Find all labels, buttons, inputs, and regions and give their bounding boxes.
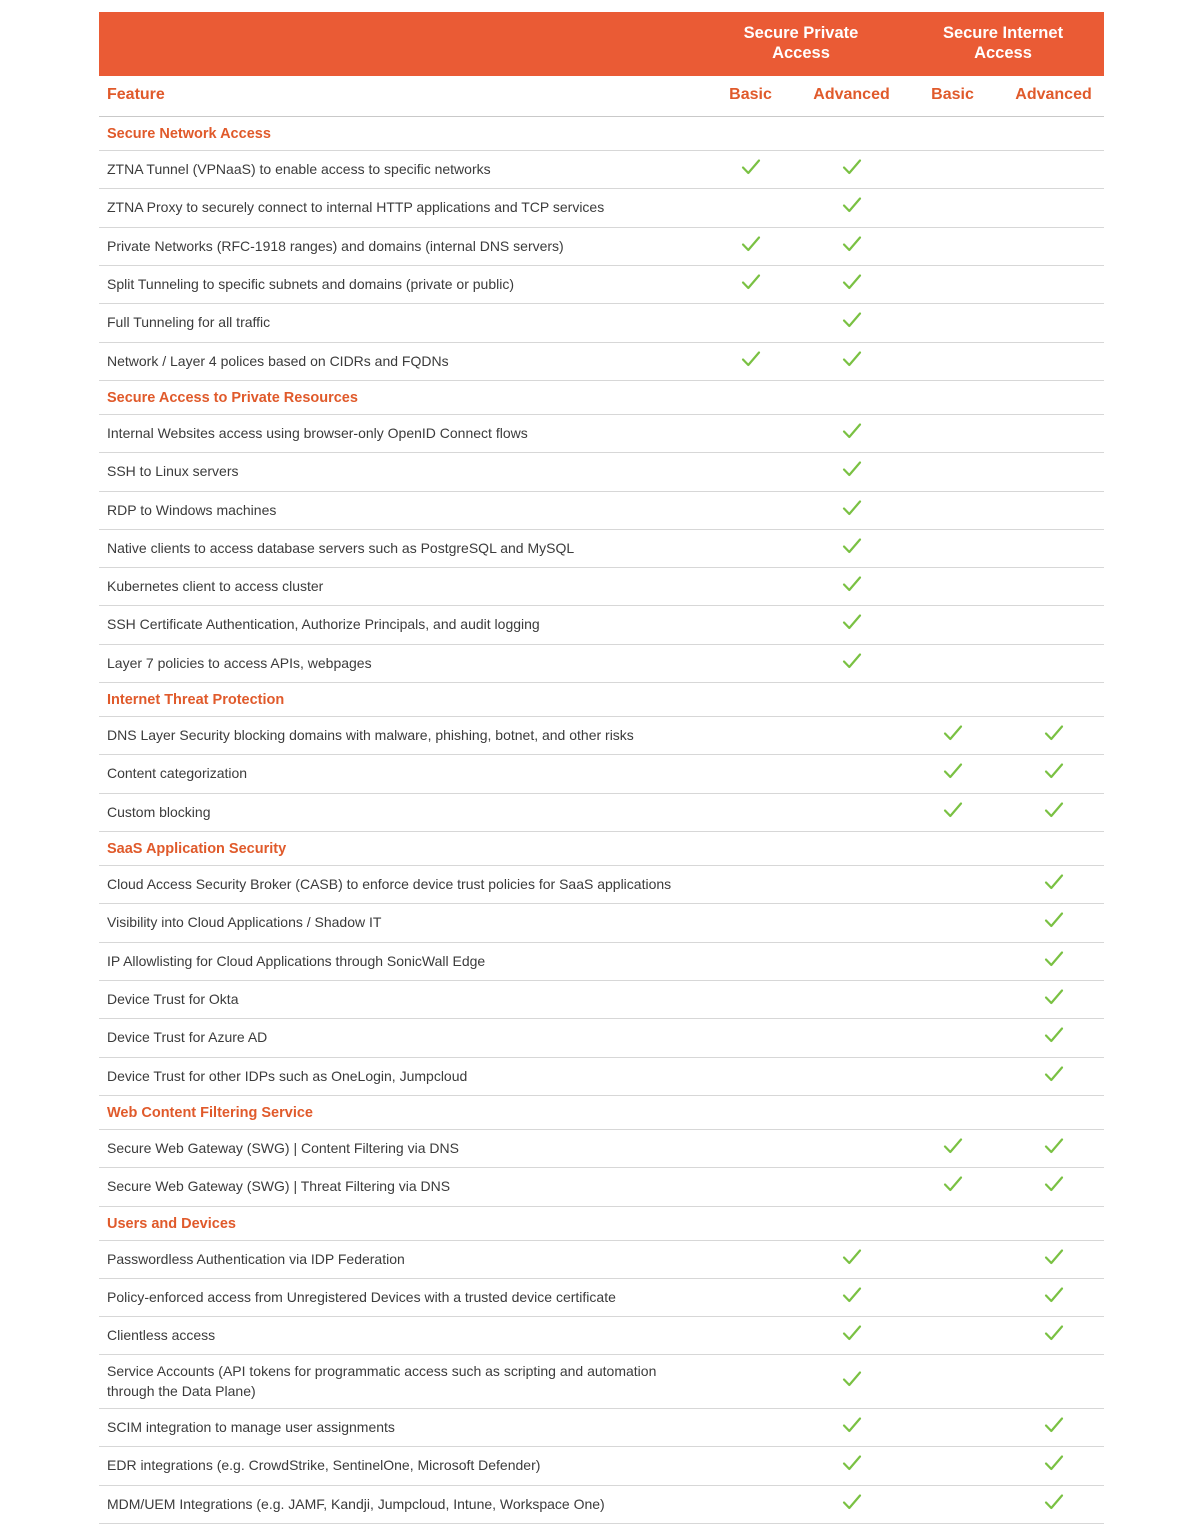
check-icon <box>942 760 964 782</box>
cell-empty <box>700 644 801 682</box>
check-icon <box>1043 1322 1065 1344</box>
feature-label: Native clients to access database servers such as PostgreSQL and MySQL <box>99 529 700 567</box>
section-header-row <box>99 1095 1104 1129</box>
table-row <box>99 453 1104 491</box>
feature-label: MDM/UEM Integrations (e.g. JAMF, Kandji, Jumpcloud, Intune, Workspace One) <box>99 1485 700 1523</box>
feature-label: DNS Layer Security blocking domains with malware, phishing, botnet, and other risks <box>99 717 700 755</box>
table-row <box>99 793 1104 831</box>
check-icon <box>841 458 863 480</box>
cell-included <box>801 304 902 342</box>
feature-label: Internal Websites access using browser-only OpenID Connect flows <box>99 414 700 452</box>
cell-included <box>801 606 902 644</box>
table-row <box>99 980 1104 1018</box>
cell-empty <box>902 904 1003 942</box>
cell-empty <box>902 189 1003 227</box>
cell-empty <box>700 414 801 452</box>
table-group-header-row <box>99 12 1104 76</box>
cell-included <box>801 265 902 303</box>
table-row <box>99 1355 1104 1409</box>
cell-included <box>1003 1057 1104 1095</box>
check-icon <box>841 611 863 633</box>
cell-empty <box>1003 342 1104 380</box>
cell-empty <box>700 755 801 793</box>
check-icon <box>1043 1135 1065 1157</box>
cell-empty <box>801 755 902 793</box>
feature-label: Secure Web Gateway (SWG) | Threat Filtering via DNS <box>99 1168 700 1206</box>
check-icon <box>841 497 863 519</box>
table-row <box>99 1485 1104 1523</box>
cell-included <box>801 1278 902 1316</box>
cell-empty <box>1003 304 1104 342</box>
cell-included <box>1003 1019 1104 1057</box>
section-header-row <box>99 380 1104 414</box>
feature-label: Device Trust for Azure AD <box>99 1019 700 1057</box>
table-column-header-row <box>99 76 1104 117</box>
cell-empty <box>700 1447 801 1485</box>
check-icon <box>1043 871 1065 893</box>
check-icon <box>841 233 863 255</box>
cell-included <box>801 1447 902 1485</box>
check-icon <box>740 348 762 370</box>
feature-label: Network / Layer 4 polices based on CIDRs and FQDNs <box>99 342 700 380</box>
cell-empty <box>700 904 801 942</box>
cell-included <box>801 568 902 606</box>
check-icon <box>942 722 964 744</box>
check-icon <box>1043 909 1065 931</box>
feature-label: Visibility into Cloud Applications / Shadow IT <box>99 904 700 942</box>
feature-label: Clientless access <box>99 1317 700 1355</box>
check-icon <box>841 1322 863 1344</box>
cell-included <box>801 1409 902 1447</box>
check-icon <box>841 1246 863 1268</box>
cell-included <box>700 227 801 265</box>
group-header-secure-private-access <box>700 12 902 76</box>
table-row <box>99 529 1104 567</box>
cell-empty <box>700 1355 801 1409</box>
column-header-feature: Feature <box>99 76 700 117</box>
cell-included <box>801 414 902 452</box>
cell-empty <box>902 227 1003 265</box>
cell-empty <box>902 453 1003 491</box>
cell-included <box>801 1355 902 1409</box>
table-row <box>99 568 1104 606</box>
feature-label: Device Trust for other IDPs such as OneLogin, Jumpcloud <box>99 1057 700 1095</box>
cell-empty <box>902 866 1003 904</box>
cell-included <box>1003 1240 1104 1278</box>
table-row <box>99 227 1104 265</box>
check-icon <box>841 573 863 595</box>
check-icon <box>841 156 863 178</box>
cell-empty <box>700 491 801 529</box>
cell-empty <box>902 1278 1003 1316</box>
cell-empty <box>902 1485 1003 1523</box>
cell-empty <box>700 1317 801 1355</box>
cell-included <box>801 1317 902 1355</box>
table-row <box>99 1317 1104 1355</box>
check-icon <box>942 1135 964 1157</box>
check-icon <box>740 233 762 255</box>
check-icon <box>841 1368 863 1390</box>
cell-empty <box>700 866 801 904</box>
feature-label: Custom blocking <box>99 793 700 831</box>
feature-label: Full Tunneling for all traffic <box>99 304 700 342</box>
table-row <box>99 265 1104 303</box>
table-row <box>99 342 1104 380</box>
cell-included <box>801 491 902 529</box>
cell-empty <box>902 265 1003 303</box>
check-icon <box>1043 1284 1065 1306</box>
cell-empty <box>1003 606 1104 644</box>
cell-empty <box>801 717 902 755</box>
section-header-row <box>99 683 1104 717</box>
feature-label: Content categorization <box>99 755 700 793</box>
check-icon <box>841 1452 863 1474</box>
check-icon <box>1043 986 1065 1008</box>
cell-empty <box>801 904 902 942</box>
check-icon <box>841 1284 863 1306</box>
cell-empty <box>902 942 1003 980</box>
cell-included <box>902 1129 1003 1167</box>
feature-label: SSH to Linux servers <box>99 453 700 491</box>
check-icon <box>1043 799 1065 821</box>
cell-included <box>1003 980 1104 1018</box>
check-icon <box>1043 1491 1065 1513</box>
section-header-row <box>99 1206 1104 1240</box>
table-row <box>99 189 1104 227</box>
cell-included <box>1003 1317 1104 1355</box>
cell-empty <box>1003 491 1104 529</box>
cell-empty <box>700 1019 801 1057</box>
feature-label: Service Accounts (API tokens for programmatic access such as scripting and automation through the Data Plane) <box>99 1355 700 1409</box>
cell-empty <box>902 491 1003 529</box>
cell-empty <box>801 1019 902 1057</box>
feature-label: Split Tunneling to specific subnets and domains (private or public) <box>99 265 700 303</box>
feature-label: RDP to Windows machines <box>99 491 700 529</box>
cell-included <box>801 644 902 682</box>
cell-included <box>1003 1485 1104 1523</box>
cell-empty <box>700 942 801 980</box>
table-row <box>99 606 1104 644</box>
cell-included <box>801 1485 902 1523</box>
section-header-row <box>99 117 1104 151</box>
cell-empty <box>902 1355 1003 1409</box>
check-icon <box>740 156 762 178</box>
feature-label: ZTNA Tunnel (VPNaaS) to enable access to specific networks <box>99 151 700 189</box>
check-icon <box>1043 1024 1065 1046</box>
table-row <box>99 644 1104 682</box>
feature-label: SSH Certificate Authentication, Authorize Principals, and audit logging <box>99 606 700 644</box>
check-icon <box>1043 722 1065 744</box>
cell-empty <box>700 1057 801 1095</box>
cell-included <box>801 529 902 567</box>
cell-included <box>1003 1129 1104 1167</box>
cell-empty <box>801 942 902 980</box>
feature-label: Layer 7 policies to access APIs, webpages <box>99 644 700 682</box>
cell-empty <box>700 568 801 606</box>
cell-empty <box>1003 265 1104 303</box>
group-header-blank <box>99 12 700 76</box>
cell-empty <box>902 1019 1003 1057</box>
feature-comparison-table <box>99 12 1104 1524</box>
cell-empty <box>700 606 801 644</box>
check-icon <box>841 309 863 331</box>
cell-included <box>1003 1447 1104 1485</box>
cell-empty <box>801 1129 902 1167</box>
feature-label: IP Allowlisting for Cloud Applications through SonicWall Edge <box>99 942 700 980</box>
table-row <box>99 717 1104 755</box>
table-row <box>99 1447 1104 1485</box>
cell-included <box>700 265 801 303</box>
comparison-table <box>99 12 1104 1524</box>
check-icon <box>942 799 964 821</box>
cell-empty <box>902 342 1003 380</box>
check-icon <box>740 271 762 293</box>
table-row <box>99 1278 1104 1316</box>
cell-empty <box>700 529 801 567</box>
cell-empty <box>801 980 902 1018</box>
cell-empty <box>700 793 801 831</box>
feature-label: Kubernetes client to access cluster <box>99 568 700 606</box>
section-title: Users and Devices <box>99 1206 1104 1240</box>
check-icon <box>841 535 863 557</box>
section-title: Secure Access to Private Resources <box>99 380 1104 414</box>
check-icon <box>1043 1063 1065 1085</box>
table-row <box>99 1057 1104 1095</box>
cell-included <box>1003 866 1104 904</box>
table-row <box>99 1168 1104 1206</box>
cell-included <box>801 189 902 227</box>
cell-empty <box>902 304 1003 342</box>
cell-empty <box>1003 568 1104 606</box>
cell-included <box>902 755 1003 793</box>
check-icon <box>841 194 863 216</box>
cell-empty <box>902 1240 1003 1278</box>
cell-empty <box>801 793 902 831</box>
cell-empty <box>801 1168 902 1206</box>
group-header-line2: Access <box>772 44 830 62</box>
cell-included <box>1003 1409 1104 1447</box>
table-row <box>99 1129 1104 1167</box>
cell-included <box>801 1240 902 1278</box>
cell-empty <box>902 1317 1003 1355</box>
cell-empty <box>801 1057 902 1095</box>
feature-label: Passwordless Authentication via IDP Federation <box>99 1240 700 1278</box>
cell-empty <box>902 1447 1003 1485</box>
cell-empty <box>1003 414 1104 452</box>
cell-empty <box>700 453 801 491</box>
cell-included <box>801 227 902 265</box>
cell-empty <box>902 980 1003 1018</box>
cell-included <box>1003 755 1104 793</box>
cell-empty <box>902 414 1003 452</box>
feature-label: Policy-enforced access from Unregistered Devices with a trusted device certificate <box>99 1278 700 1316</box>
feature-label: Cloud Access Security Broker (CASB) to enforce device trust policies for SaaS applications <box>99 866 700 904</box>
group-header-line1: Secure Private <box>743 23 859 42</box>
cell-included <box>700 342 801 380</box>
check-icon <box>1043 1173 1065 1195</box>
cell-included <box>801 342 902 380</box>
check-icon <box>841 271 863 293</box>
cell-included <box>1003 1278 1104 1316</box>
cell-empty <box>902 151 1003 189</box>
feature-label: Device Trust for Okta <box>99 980 700 1018</box>
table-row <box>99 304 1104 342</box>
cell-included <box>700 151 801 189</box>
cell-empty <box>801 866 902 904</box>
feature-label: Secure Web Gateway (SWG) | Content Filtering via DNS <box>99 1129 700 1167</box>
section-header-row <box>99 832 1104 866</box>
cell-empty <box>700 304 801 342</box>
table-row <box>99 942 1104 980</box>
section-title: Secure Network Access <box>99 117 1104 151</box>
column-header-sia-advanced: Advanced <box>1003 76 1104 117</box>
cell-empty <box>700 980 801 1018</box>
cell-empty <box>700 1485 801 1523</box>
cell-empty <box>1003 189 1104 227</box>
cell-included <box>902 1168 1003 1206</box>
feature-label: SCIM integration to manage user assignments <box>99 1409 700 1447</box>
column-header-spa-basic: Basic <box>700 76 801 117</box>
column-header-sia-basic: Basic <box>902 76 1003 117</box>
check-icon <box>1043 760 1065 782</box>
group-header-line1: Secure Internet <box>942 23 1064 42</box>
group-header-line2: Access <box>974 44 1032 62</box>
cell-empty <box>1003 453 1104 491</box>
check-icon <box>841 1414 863 1436</box>
table-row <box>99 755 1104 793</box>
cell-empty <box>1003 529 1104 567</box>
cell-empty <box>700 1409 801 1447</box>
feature-label: Private Networks (RFC-1918 ranges) and domains (internal DNS servers) <box>99 227 700 265</box>
cell-empty <box>1003 644 1104 682</box>
cell-empty <box>902 1409 1003 1447</box>
cell-empty <box>700 1240 801 1278</box>
cell-empty <box>1003 151 1104 189</box>
cell-empty <box>902 1057 1003 1095</box>
table-row <box>99 151 1104 189</box>
section-title: SaaS Application Security <box>99 832 1104 866</box>
check-icon <box>841 1491 863 1513</box>
check-icon <box>841 420 863 442</box>
cell-empty <box>700 717 801 755</box>
table-row <box>99 1409 1104 1447</box>
table-row <box>99 866 1104 904</box>
table-row <box>99 414 1104 452</box>
table-row <box>99 491 1104 529</box>
cell-empty <box>1003 1355 1104 1409</box>
cell-empty <box>700 1168 801 1206</box>
check-icon <box>841 348 863 370</box>
cell-included <box>1003 1168 1104 1206</box>
cell-included <box>801 151 902 189</box>
check-icon <box>942 1173 964 1195</box>
check-icon <box>841 650 863 672</box>
cell-empty <box>700 189 801 227</box>
cell-included <box>1003 717 1104 755</box>
cell-included <box>1003 904 1104 942</box>
cell-empty <box>902 568 1003 606</box>
section-title: Internet Threat Protection <box>99 683 1104 717</box>
cell-included <box>801 453 902 491</box>
group-header-secure-internet-access <box>902 12 1104 76</box>
cell-empty <box>700 1278 801 1316</box>
cell-included <box>902 717 1003 755</box>
check-icon <box>1043 1414 1065 1436</box>
cell-empty <box>902 644 1003 682</box>
feature-label: EDR integrations (e.g. CrowdStrike, SentinelOne, Microsoft Defender) <box>99 1447 700 1485</box>
feature-label: ZTNA Proxy to securely connect to internal HTTP applications and TCP services <box>99 189 700 227</box>
check-icon <box>1043 1452 1065 1474</box>
cell-included <box>902 793 1003 831</box>
check-icon <box>1043 1246 1065 1268</box>
table-row <box>99 904 1104 942</box>
check-icon <box>1043 948 1065 970</box>
table-row <box>99 1019 1104 1057</box>
cell-empty <box>902 606 1003 644</box>
section-title: Web Content Filtering Service <box>99 1095 1104 1129</box>
column-header-spa-advanced: Advanced <box>801 76 902 117</box>
cell-empty <box>700 1129 801 1167</box>
cell-included <box>1003 793 1104 831</box>
cell-empty <box>902 529 1003 567</box>
table-row <box>99 1240 1104 1278</box>
cell-empty <box>1003 227 1104 265</box>
cell-included <box>1003 942 1104 980</box>
